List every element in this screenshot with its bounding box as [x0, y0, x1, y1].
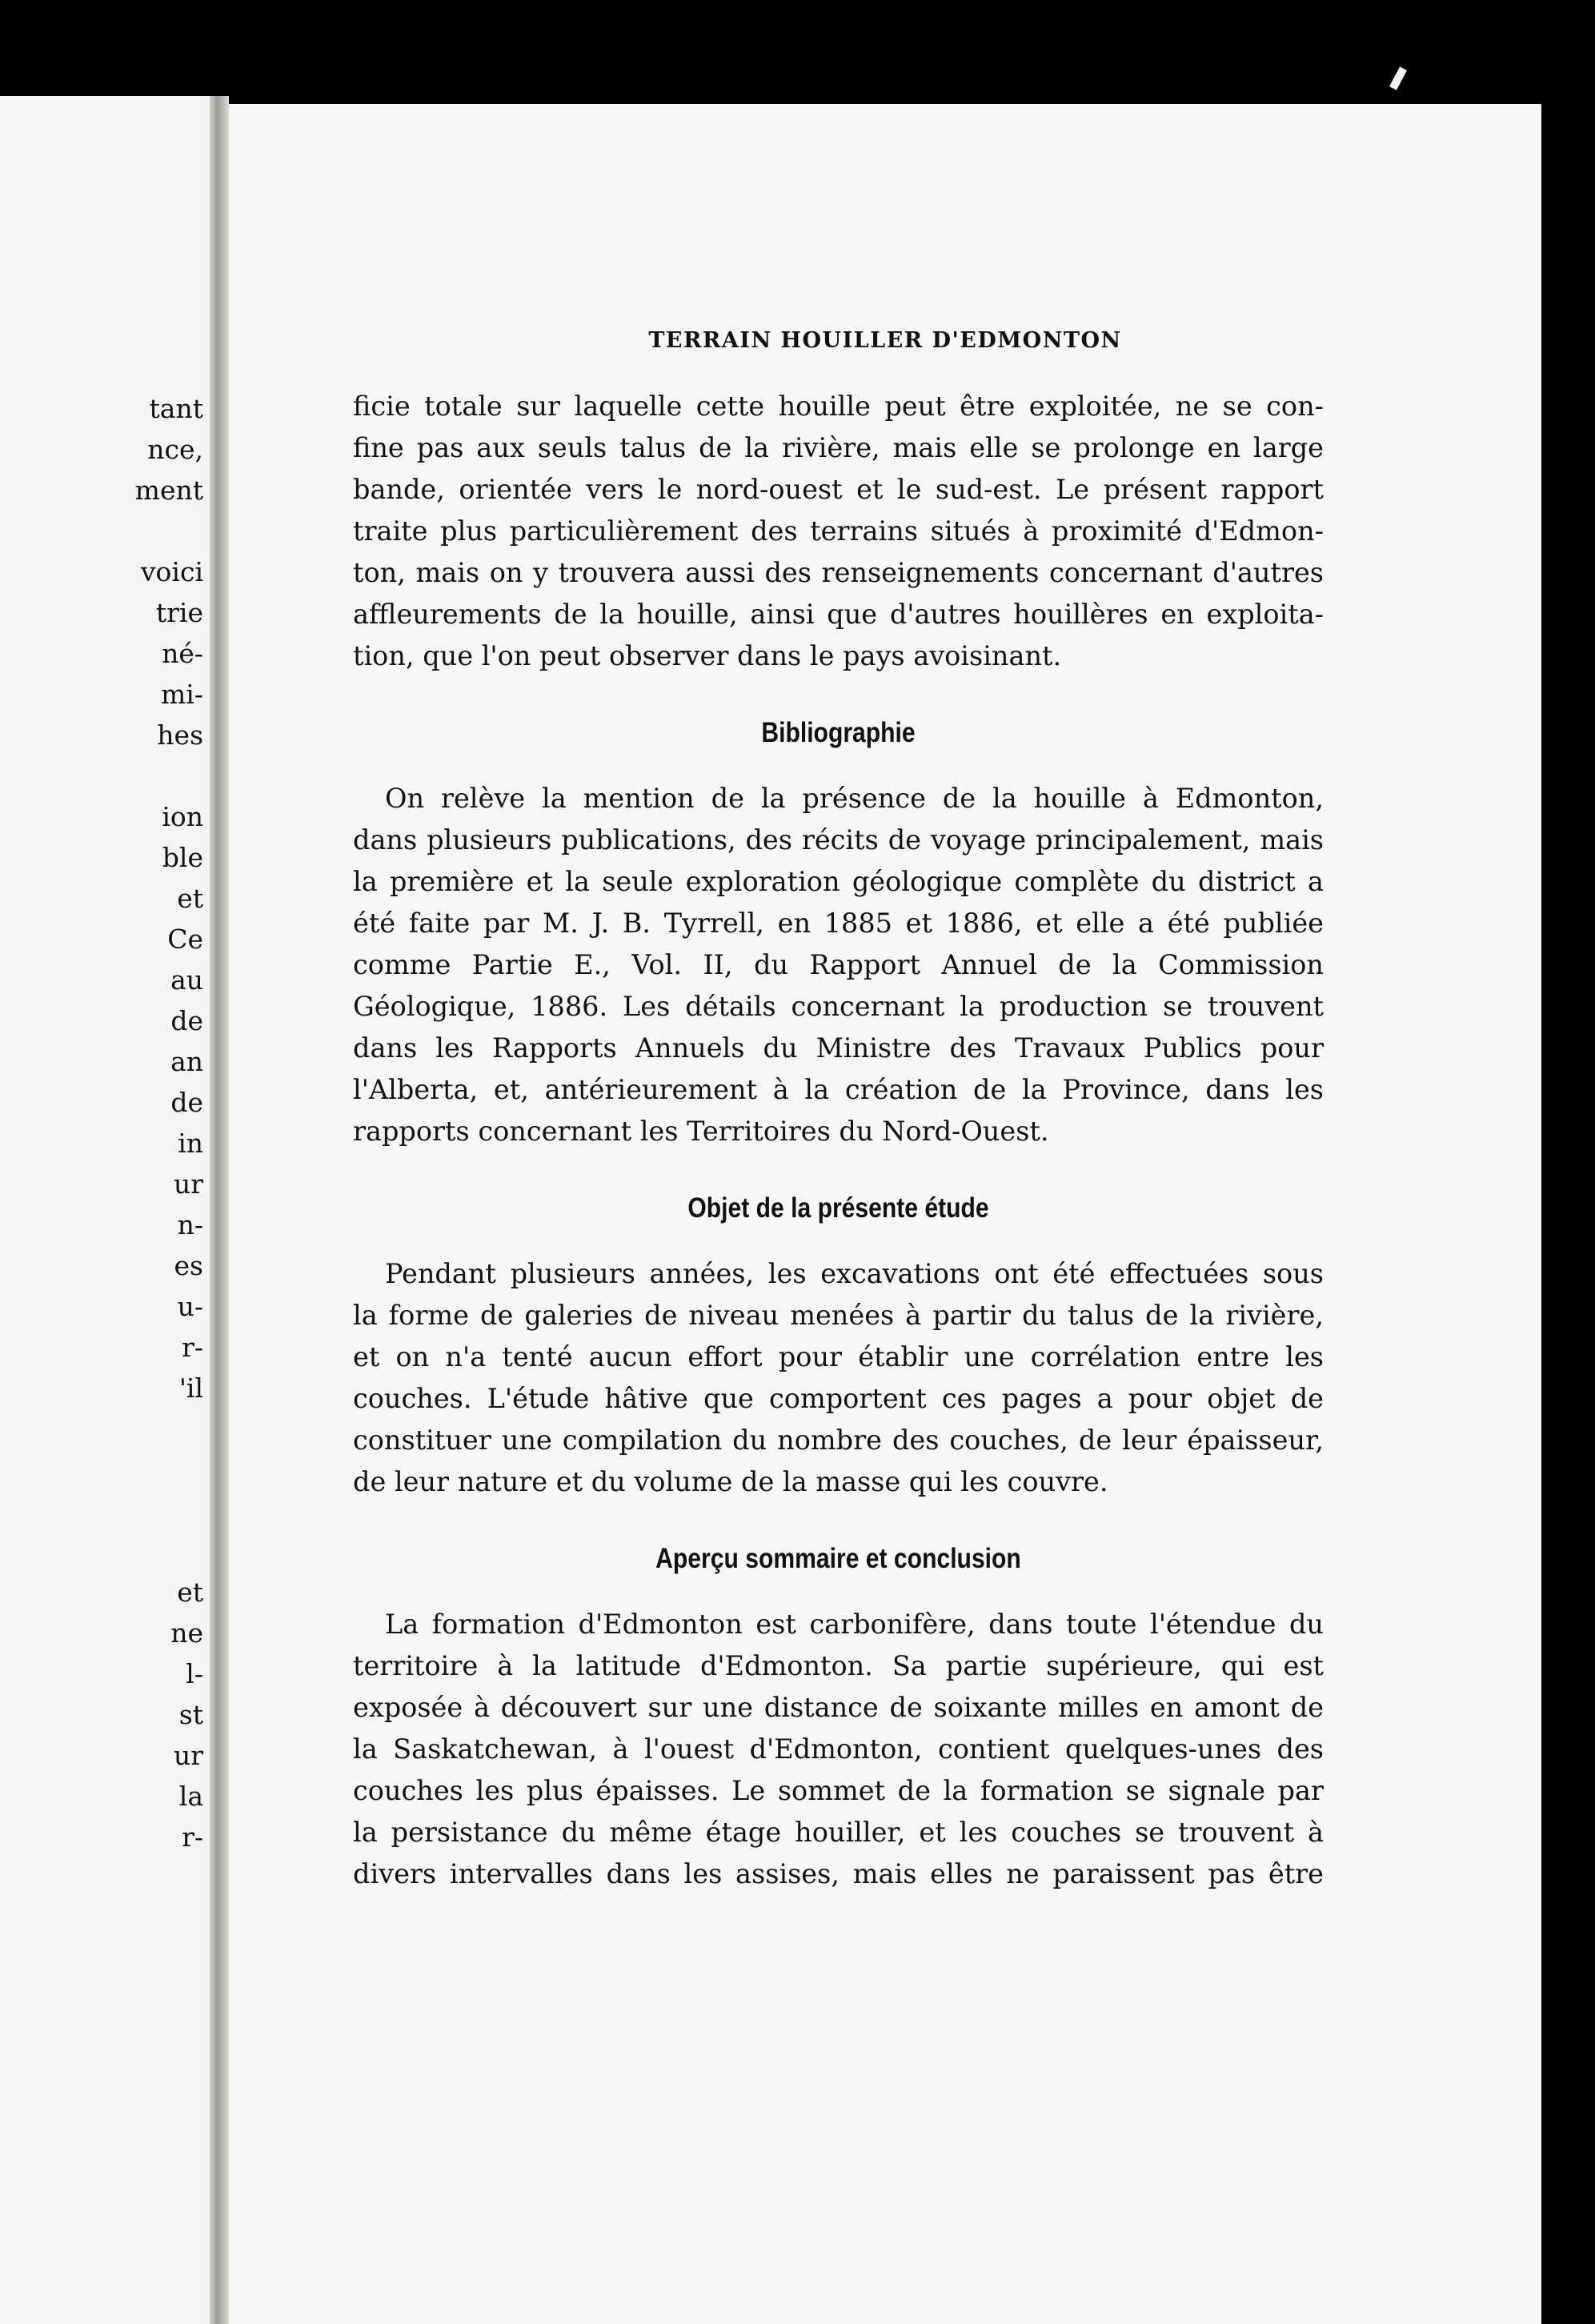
text-line: ficie totale sur laquelle cette houille peut être exploitée, ne se con-: [353, 391, 1324, 422]
left-fragment: ion: [162, 801, 203, 832]
text-line: couches les plus épaisses. Le sommet de la formation se signale par: [353, 1775, 1324, 1806]
left-fragment: nce,: [147, 434, 203, 465]
text-line: la persistance du même étage houiller, et les couches se trouvent à: [353, 1817, 1324, 1848]
section-heading-apercu: Aperçu sommaire et conclusion: [655, 1543, 1021, 1574]
left-fragment: Ce: [167, 924, 203, 955]
left-fragment: es: [174, 1250, 203, 1281]
left-fragment: trie: [155, 597, 203, 628]
text-line: été faite par M. J. B. Tyrrell, en 1885 et 1886, et elle a été publiée: [353, 908, 1324, 939]
text-line: Géologique, 1886. Les détails concernant la production se trouvent: [353, 991, 1324, 1022]
left-fragment: de: [170, 1087, 203, 1118]
text-line: rapports concernant les Territoires du Nord-Ouest.: [353, 1116, 1049, 1147]
text-line: l'Alberta, et, antérieurement à la création de la Province, dans les: [353, 1074, 1324, 1105]
right-page: [229, 104, 1541, 2324]
intro-paragraph: [353, 386, 1324, 677]
section-paragraph-apercu: [353, 1604, 1324, 1895]
left-fragment: et: [177, 1577, 203, 1608]
left-page-fragment: [0, 96, 210, 2324]
left-fragment: tant: [149, 393, 203, 424]
left-fragment: [135, 1490, 203, 1531]
text-line: dans les Rapports Annuels du Ministre des Travaux Publics pour: [353, 1032, 1324, 1064]
text-line: la forme de galeries de niveau menées à partir du talus de la rivière,: [353, 1300, 1324, 1331]
left-fragment: [135, 1408, 203, 1449]
text-line: de leur nature et du volume de la masse qui les couvre.: [353, 1466, 1108, 1497]
section-paragraph-objet: [353, 1253, 1324, 1503]
left-fragment: [135, 1449, 203, 1490]
left-fragment: r-: [182, 1332, 203, 1363]
left-fragment: r-: [182, 1821, 203, 1853]
left-fragment: an: [170, 1046, 203, 1077]
text-line: affleurements de la houille, ainsi que d'autres houillères en exploita-: [353, 599, 1324, 630]
text-line: bande, orientée vers le nord-ouest et le sud-est. Le présent rapport: [353, 474, 1324, 505]
left-fragment: né-: [162, 638, 203, 669]
text-line: et on n'a tenté aucun effort pour établir une corrélation entre les: [353, 1341, 1324, 1372]
text-line: la Saskatchewan, à l'ouest d'Edmonton, contient quelques-unes des: [353, 1733, 1324, 1765]
left-fragment: la: [178, 1781, 203, 1812]
left-fragment: au: [170, 964, 203, 996]
text-line: fine pas aux seuls talus de la rivière, mais elle se prolonge en large: [353, 432, 1324, 463]
text-line: Pendant plusieurs années, les excavations ont été effectuées sous: [385, 1258, 1324, 1289]
left-fragment: de: [170, 1005, 203, 1036]
left-fragment: voici: [140, 556, 203, 587]
text-line: couches. L'étude hâtive que comportent ces pages a pour objet de: [353, 1383, 1324, 1414]
text-line: exposée à découvert sur une distance de soixante milles en amont de: [353, 1692, 1324, 1723]
left-fragment: ment: [134, 475, 203, 506]
text-line: territoire à la latitude d'Edmonton. Sa partie supérieure, qui est: [353, 1650, 1324, 1681]
text-line: On relève la mention de la présence de la houille à Edmonton,: [385, 783, 1324, 814]
left-fragment: in: [178, 1128, 203, 1159]
text-line: traite plus particulièrement des terrains situés à proximité d'Edmon-: [353, 515, 1324, 547]
left-fragment: n-: [177, 1209, 203, 1240]
text-line: dans plusieurs publications, des récits de voyage principalement, mais: [353, 824, 1324, 855]
text-line: ton, mais on y trouvera aussi des renseignements concernant d'autres: [353, 557, 1324, 588]
section-heading-bibliographie: Bibliographie: [761, 717, 916, 748]
text-line: comme Partie E., Vol. II, du Rapport Annuel de la Commission: [353, 949, 1324, 980]
left-page-text-fragments: [135, 388, 203, 1857]
body-text: [353, 386, 1324, 1895]
left-fragment: u-: [177, 1291, 203, 1322]
left-fragment: ur: [173, 1740, 203, 1771]
left-fragment: et: [177, 883, 203, 914]
section-heading-objet: Objet de la présente étude: [687, 1192, 989, 1224]
book-gutter: [210, 96, 229, 2324]
running-head: TERRAIN HOUILLER D'EDMONTON: [648, 328, 1122, 353]
left-fragment: ur: [173, 1168, 203, 1200]
left-fragment: l-: [186, 1658, 203, 1689]
left-fragment: 'il: [178, 1372, 203, 1404]
left-fragment: mi-: [161, 679, 203, 710]
left-fragment: st: [178, 1699, 203, 1730]
left-fragment: [135, 511, 203, 551]
left-fragment: ne: [170, 1617, 203, 1649]
text-line: tion, que l'on peut observer dans le pays avoisinant.: [353, 640, 1062, 671]
left-fragment: ble: [162, 842, 203, 873]
text-line: divers intervalles dans les assises, mais elles ne paraissent pas être: [353, 1858, 1324, 1889]
text-line: La formation d'Edmonton est carbonifère, dans toute l'étendue du: [385, 1609, 1324, 1640]
text-line: la première et la seule exploration géologique complète du district a: [353, 866, 1324, 897]
left-fragment: hes: [157, 719, 203, 751]
scan-corner-mark: [1389, 66, 1407, 90]
text-line: constituer une compilation du nombre des couches, de leur épaisseur,: [353, 1424, 1324, 1456]
left-fragment: [135, 1531, 203, 1572]
section-paragraph-bibliographie: [353, 778, 1324, 1152]
left-fragment: [135, 755, 203, 796]
